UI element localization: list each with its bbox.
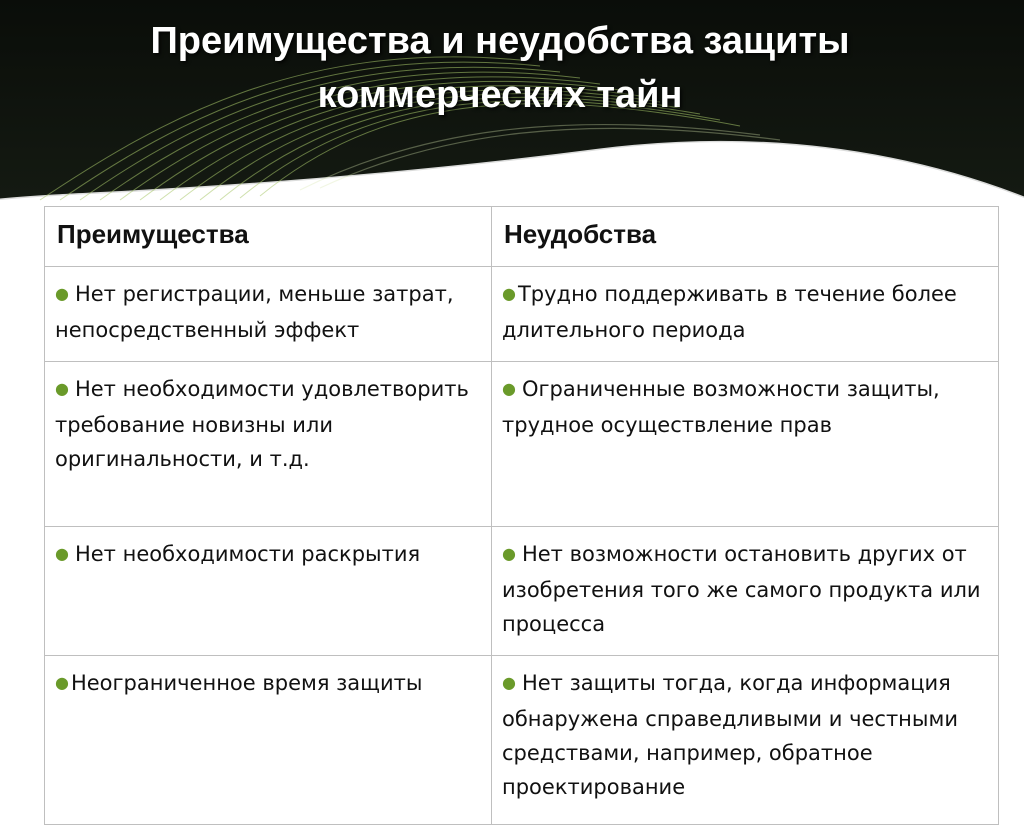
advantage-cell <box>45 656 492 825</box>
disadvantage-cell <box>492 362 999 527</box>
title-line-2: коммерческих тайн <box>317 74 683 116</box>
bullet-dot-icon: ● <box>502 673 516 692</box>
table-row <box>45 267 999 362</box>
advantage-text: Нет регистрации, меньше затрат, непосредственный эффект <box>55 282 454 342</box>
slide-title <box>0 14 1000 122</box>
table-row <box>45 656 999 825</box>
header-advantages: Преимущества <box>45 207 492 267</box>
bullet-dot-icon: ● <box>55 284 69 303</box>
table-header-row <box>45 207 999 267</box>
advantage-text: Нет необходимости раскрытия <box>74 542 421 566</box>
advantage-cell <box>45 527 492 656</box>
header-disadvantages: Неудобства <box>492 207 999 267</box>
disadvantage-text: Нет возможности остановить других от изобретения того же самого продукта или процесса <box>502 542 981 636</box>
disadvantage-cell <box>492 267 999 362</box>
table-row <box>45 527 999 656</box>
disadvantage-cell <box>492 656 999 825</box>
advantage-cell <box>45 267 492 362</box>
disadvantage-text: Ограниченные возможности защиты, трудное осуществление прав <box>502 377 940 437</box>
bullet-dot-icon: ● <box>55 544 69 563</box>
disadvantage-text: Трудно поддерживать в течение более длительного периода <box>502 282 957 342</box>
table-row <box>45 362 999 527</box>
bullet-dot-icon: ● <box>55 379 69 398</box>
advantage-text: Неограниченное время защиты <box>70 671 423 695</box>
bullet-dot-icon: ● <box>502 379 516 398</box>
disadvantage-cell <box>492 527 999 656</box>
bullet-dot-icon: ● <box>55 673 69 692</box>
advantage-cell <box>45 362 492 527</box>
bullet-dot-icon: ● <box>502 284 516 303</box>
title-line-1: Преимущества и неудобства защиты <box>150 20 850 62</box>
comparison-table <box>44 206 999 825</box>
disadvantage-text: Нет защиты тогда, когда информация обнаружена справедливыми и честными средствами, например, обратное проектирование <box>502 671 958 799</box>
bullet-dot-icon: ● <box>502 544 516 563</box>
advantage-text: Нет необходимости удовлетворить требование новизны или оригинальности, и т.д. <box>55 377 469 471</box>
